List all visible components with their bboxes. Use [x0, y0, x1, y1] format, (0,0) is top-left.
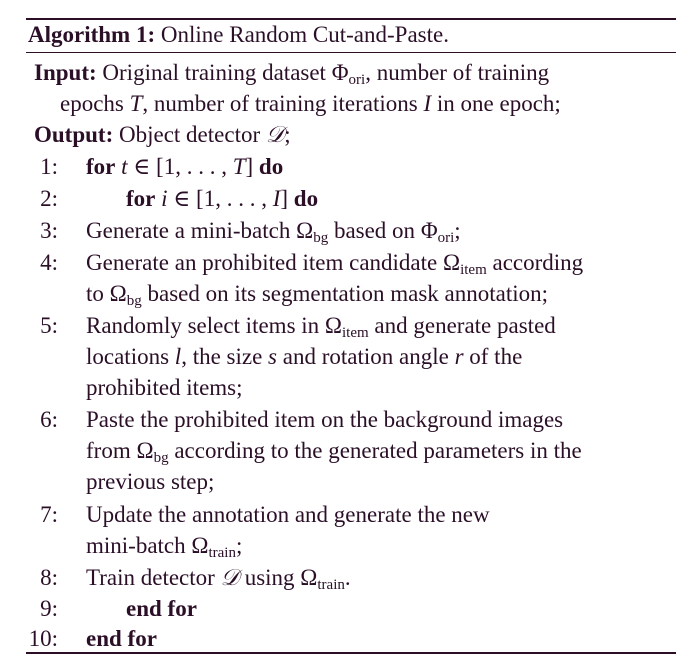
step-text: Randomly select items in	[86, 313, 325, 338]
omega-symbol: Ω	[191, 533, 209, 558]
var-I: I	[272, 186, 281, 211]
step-text: ]	[245, 154, 259, 179]
line-number: 4:	[40, 250, 58, 275]
ori-subscript: ori	[437, 230, 455, 246]
keyword-for: for	[86, 154, 116, 179]
bottom-rule	[26, 652, 676, 654]
keyword-end-for: end for	[86, 626, 157, 651]
bg-subscript: bg	[313, 230, 329, 246]
keyword-do: do	[293, 186, 319, 211]
step-text: , the size	[181, 344, 269, 369]
bg-subscript: bg	[126, 293, 142, 309]
output-text: ;	[284, 122, 291, 147]
var-I: I	[423, 91, 432, 116]
keyword-for: for	[126, 186, 156, 211]
step-text: Train detector	[86, 565, 221, 590]
line-number: 7:	[40, 502, 58, 527]
ori-subscript: ori	[348, 72, 366, 88]
step-text: based on	[328, 218, 421, 243]
step-text: ∈ [1, . . . ,	[167, 186, 273, 211]
line-number: 6:	[40, 407, 58, 432]
line-number: 1:	[40, 154, 58, 179]
line-number: 2:	[40, 186, 58, 211]
step-text: from	[86, 438, 137, 463]
input-line-2	[60, 89, 561, 119]
algorithm-name: Online Random Cut-and-Paste.	[160, 22, 449, 47]
var-l: l	[174, 344, 182, 369]
omega-symbol: Ω	[324, 313, 342, 338]
output-line	[34, 120, 291, 150]
step-text: according	[486, 250, 584, 275]
phi-symbol: Φ	[331, 60, 349, 85]
step-text: ∈ [1, . . . ,	[127, 154, 233, 179]
step-text: and rotation angle	[277, 344, 455, 369]
var-r: r	[454, 344, 464, 369]
phi-symbol: Φ	[420, 218, 438, 243]
input-text: , number of training iterations	[142, 91, 424, 116]
detector-symbol: 𝒟	[265, 122, 285, 148]
line-number: 8:	[40, 565, 58, 590]
train-subscript: train	[317, 577, 345, 593]
train-subscript: train	[208, 545, 236, 561]
item-subscript: item	[342, 325, 369, 341]
bg-subscript: bg	[153, 450, 169, 466]
item-subscript: item	[460, 262, 487, 278]
step-text: Update the annotation and generate the new	[86, 502, 490, 527]
omega-symbol: Ω	[296, 218, 314, 243]
omega-symbol: Ω	[136, 438, 154, 463]
output-label: Output:	[34, 122, 114, 147]
var-T: T	[232, 154, 246, 179]
step-text: using	[238, 565, 301, 590]
step-text: ]	[280, 186, 294, 211]
step-text: to	[86, 281, 110, 306]
omega-symbol: Ω	[300, 565, 318, 590]
step-text: based on its segmentation mask annotation;	[141, 281, 548, 306]
line-number: 9:	[40, 596, 58, 621]
omega-symbol: Ω	[109, 281, 127, 306]
step-text: locations	[86, 344, 175, 369]
line-number: 10:	[28, 626, 58, 651]
step-text: ;	[235, 533, 243, 558]
input-label: Input:	[34, 60, 97, 85]
algorithm-block	[26, 18, 676, 654]
algorithm-label: Algorithm 1:	[28, 22, 156, 47]
omega-symbol: Ω	[442, 250, 461, 275]
var-t: t	[121, 154, 128, 179]
title-rule	[26, 52, 676, 53]
var-T: T	[129, 91, 143, 116]
step-text: Generate a mini-batch	[86, 218, 297, 243]
keyword-do: do	[258, 154, 284, 179]
step-text: prohibited items;	[86, 375, 243, 400]
input-text: , number of training	[365, 60, 550, 85]
step-text: Paste the prohibited item on the background images	[86, 407, 564, 432]
line-number: 3:	[40, 218, 58, 243]
input-text: in one epoch;	[431, 91, 561, 116]
step-text: ;	[454, 218, 461, 243]
step-text: Generate an prohibited item candidate	[86, 250, 443, 275]
detector-symbol: 𝒟	[220, 565, 239, 591]
line-number: 5:	[40, 313, 58, 338]
keyword-end-for: end for	[126, 596, 197, 621]
step-text: according to the generated parameters in the	[168, 438, 582, 463]
input-text: epochs	[60, 91, 130, 116]
step-text: previous step;	[86, 469, 215, 494]
algorithm-title	[28, 20, 449, 50]
step-text: of the	[463, 344, 523, 369]
output-text: Object detector	[119, 122, 266, 147]
step-text: .	[344, 565, 351, 590]
var-i: i	[161, 186, 168, 211]
step-text: and generate pasted	[368, 313, 556, 338]
input-line-1	[34, 58, 549, 88]
var-s: s	[268, 344, 277, 369]
input-text: Original training dataset	[102, 60, 332, 85]
step-text: mini-batch	[86, 533, 192, 558]
